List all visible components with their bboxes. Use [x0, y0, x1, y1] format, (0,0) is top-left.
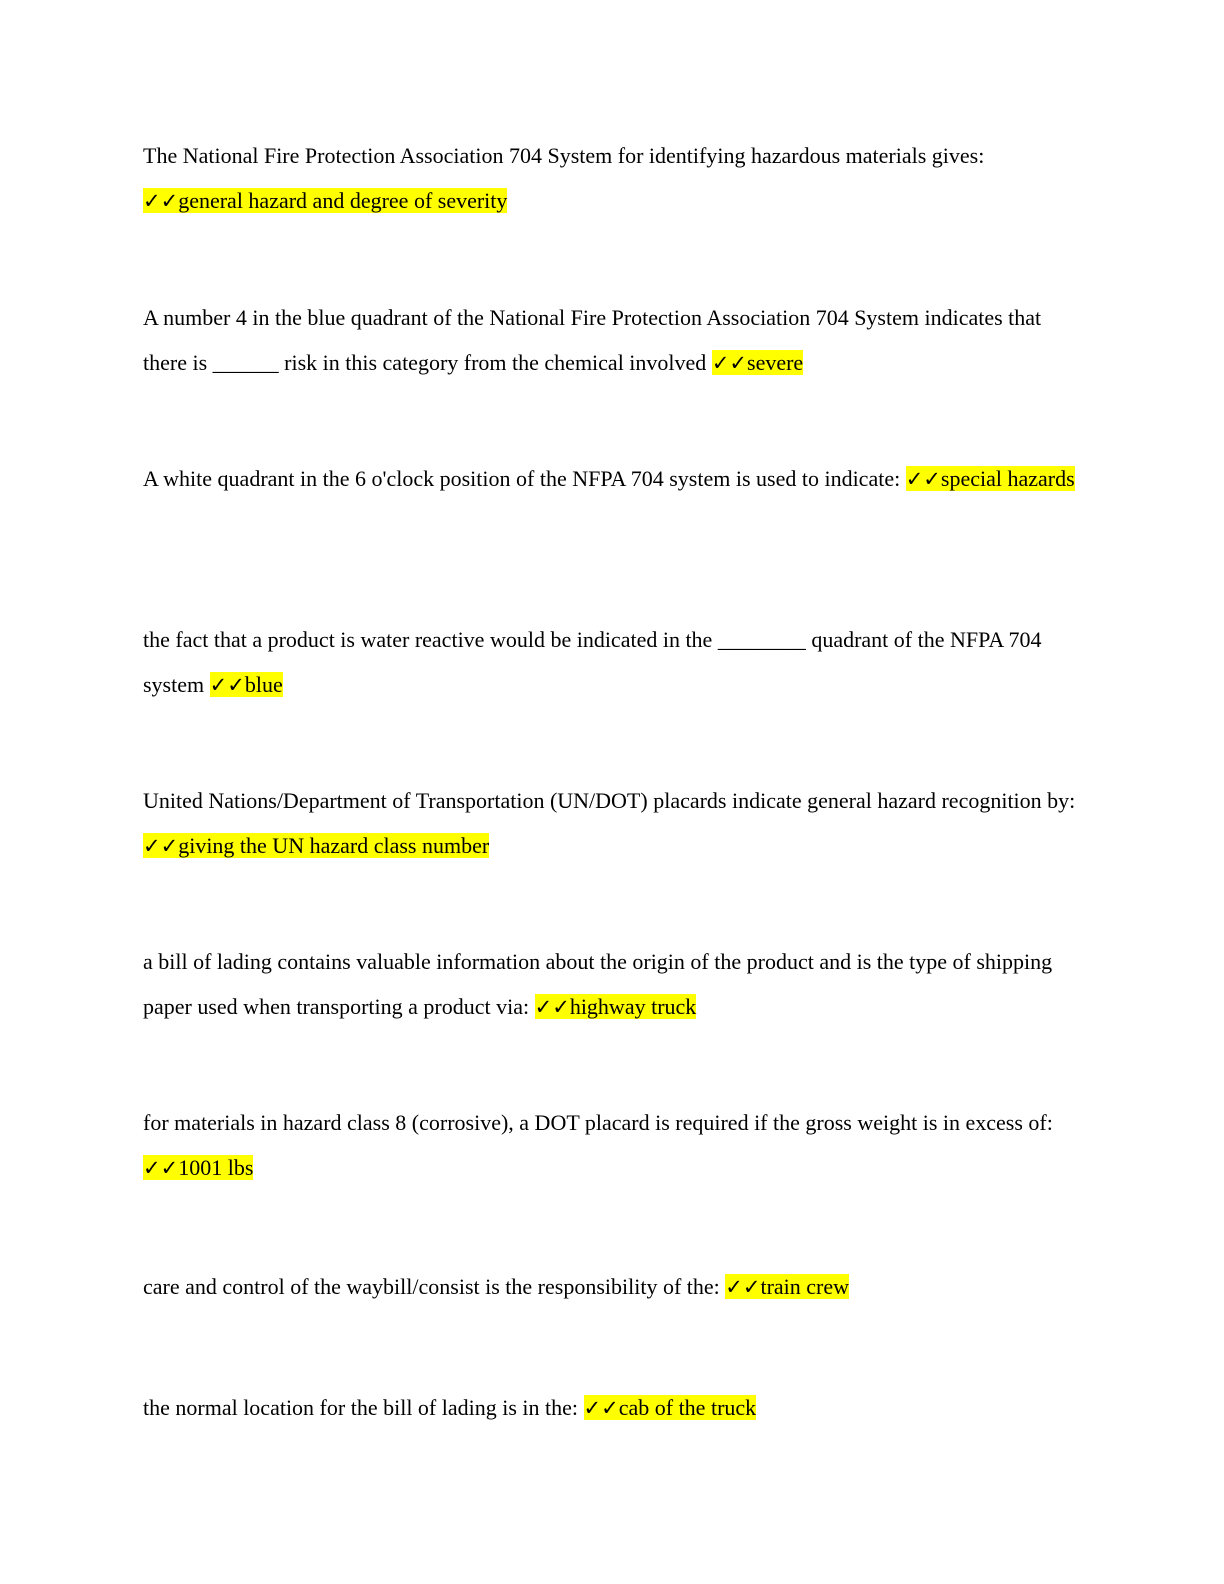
answer-text: cab of the truck	[618, 1395, 757, 1420]
question-text: a bill of lading contains valuable information about the origin of the product and is the type of shipping paper used when transporting a product via:	[143, 949, 1053, 1019]
question-text: United Nations/Department of Transportation (UN/DOT) placards indicate general hazard recognition by:	[143, 788, 1076, 813]
qa-item	[143, 618, 1083, 707]
question-text: the normal location for the bill of lading is in the:	[143, 1395, 579, 1420]
double-check-icon: ✓✓	[905, 467, 941, 491]
qa-item	[143, 940, 1083, 1029]
answer-text: train crew	[760, 1274, 850, 1299]
question-text: A white quadrant in the 6 o'clock position of the NFPA 704 system is used to indicate:	[143, 466, 901, 491]
qa-item	[143, 296, 1083, 385]
question-text: The National Fire Protection Association 704 System for identifying hazardous materials gives:	[143, 143, 985, 168]
answer-text: general hazard and degree of severity	[178, 187, 508, 213]
answer-text: severe	[747, 349, 804, 375]
answer-text: highway truck	[569, 993, 697, 1019]
answer-highlight	[906, 466, 1075, 491]
answer-text: special hazards	[940, 466, 1075, 491]
qa-item	[143, 779, 1083, 868]
double-check-icon: ✓✓	[725, 1275, 761, 1299]
answer-highlight	[712, 350, 803, 375]
qa-item	[143, 457, 1083, 502]
answer-highlight	[210, 672, 283, 697]
double-check-icon: ✓✓	[209, 672, 245, 697]
answer-text: 1001 lbs	[178, 1154, 254, 1180]
question-text: for materials in hazard class 8 (corrosive), a DOT placard is required if the gross weight is in excess of:	[143, 1110, 1053, 1135]
answer-text: giving the UN hazard class number	[178, 832, 490, 858]
qa-item	[143, 134, 1083, 223]
question-text: A number 4 in the blue quadrant of the National Fire Protection Association 704 System indicates that there is ______ risk in this category from the chemical involved	[143, 305, 1042, 375]
double-check-icon: ✓✓	[143, 188, 179, 213]
answer-highlight	[535, 994, 697, 1019]
qa-item	[143, 1101, 1083, 1190]
double-check-icon: ✓✓	[143, 833, 179, 858]
answer-text: blue	[244, 671, 283, 697]
double-check-icon: ✓✓	[711, 350, 748, 375]
answer-highlight	[143, 1155, 253, 1180]
double-check-icon: ✓✓	[534, 994, 570, 1019]
question-text: care and control of the waybill/consist is the responsibility of the:	[143, 1274, 720, 1299]
qa-item	[143, 1265, 1083, 1310]
double-check-icon: ✓✓	[143, 1155, 179, 1180]
qa-item	[143, 1386, 1083, 1431]
answer-highlight	[143, 188, 507, 213]
answer-highlight	[584, 1395, 757, 1420]
answer-highlight	[143, 833, 489, 858]
question-text: the fact that a product is water reactive would be indicated in the ________ quadrant of the NFPA 704 system	[143, 627, 1042, 697]
double-check-icon: ✓✓	[583, 1396, 619, 1420]
answer-highlight	[725, 1274, 849, 1299]
